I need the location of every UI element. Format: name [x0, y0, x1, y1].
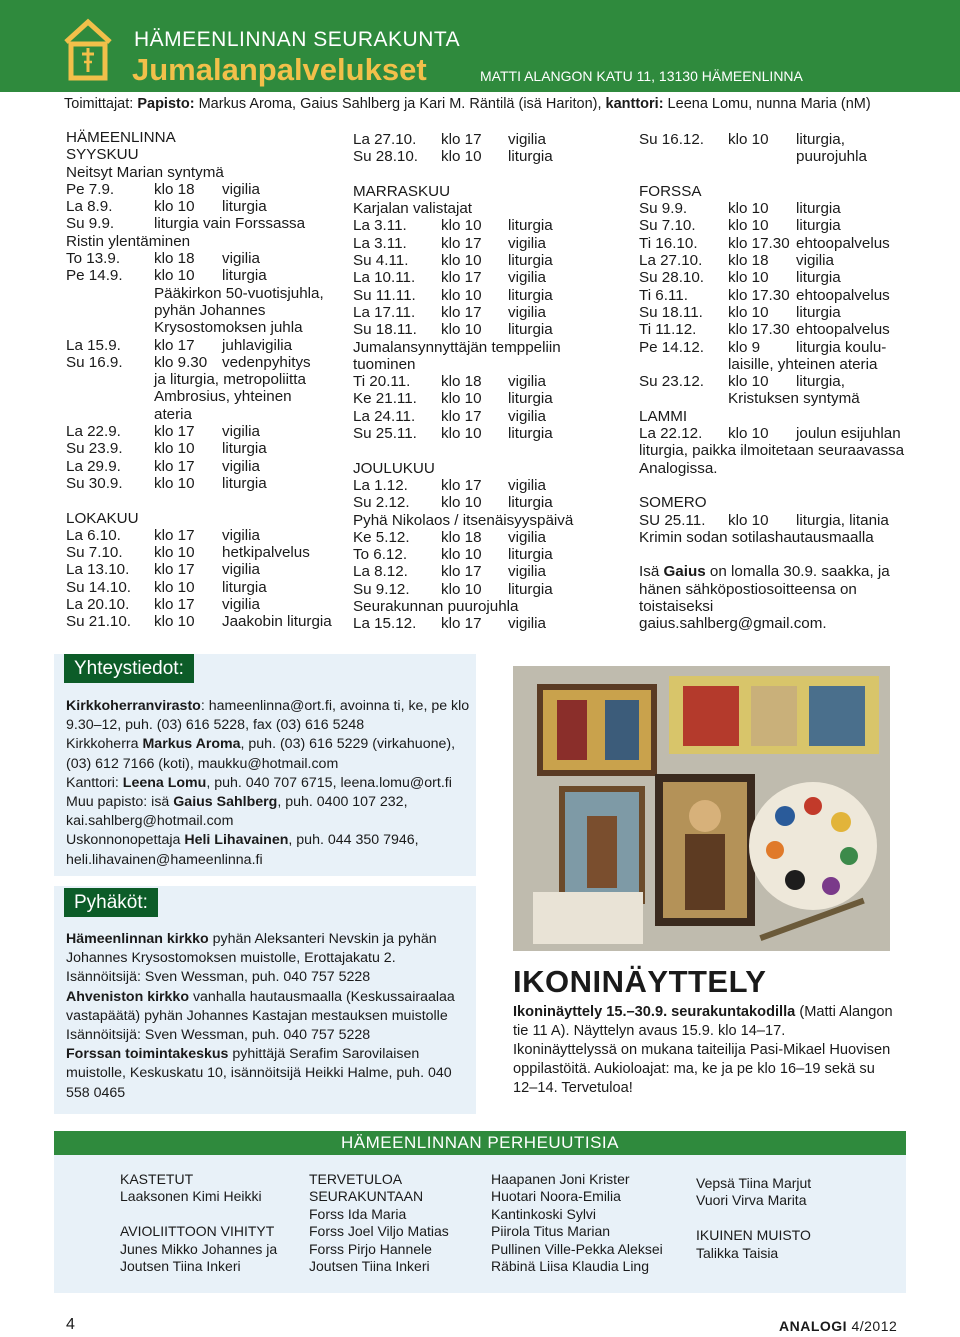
service-row: La 15.12. klo 17 vigilia: [353, 615, 546, 633]
churches-box: [54, 886, 476, 1114]
service-row: La 17.11. klo 17 vigilia: [353, 303, 546, 321]
churches-text: Hämeenlinnan kirkko pyhän Aleksanteri Nevskin ja pyhän Johannes Krysostomoksen muistolle, Erottajakatu 2. Isännöitsijä: Sven Wessman, puh. 040 757 5228 Ahveniston kirkko vanhalla hautausmaalla (Keskussairaalaa vastapäätä) pyhän Johannes Kastajan mestauksen muistolle Isännöitsijä: Sven Wessman, puh. 040 757 5228 Forssan toimintakeskus pyhittäjä Serafim Sarovilaisen muistolle, Keskuskatu 10, isännöitsijä Heikki Halme, puh. 040 558 0465: [66, 931, 455, 1101]
family-news-box: [54, 1155, 906, 1293]
month-heading: LOKAKUU: [66, 509, 139, 527]
page-number: 4: [66, 1316, 75, 1333]
service-row: Su 2.12. klo 10 liturgia: [353, 494, 553, 512]
service-row: SU 25.11. klo 10 liturgia, litania: [639, 511, 889, 529]
news-column: Haapanen Joni Krister Huotari Noora-Emilia Kantinkoski Sylvi Piirola Titus Marian Pullinen Ville-Pekka Aleksei Räbinä Liisa Klaudia Ling: [491, 1171, 663, 1275]
service-row: Su 7.10. klo 10 hetkipalvelus: [66, 544, 310, 562]
family-news-header: [54, 1131, 906, 1155]
service-note: liturgia, paikka ilmoitetaan seuraavassa Analogissa.: [639, 442, 905, 477]
service-note: Pääkirkon 50-vuotisjuhla, pyhän Johannes Krysostomoksen juhla: [154, 284, 324, 337]
news-column: TERVETULOA SEURAKUNTAAN Forss Ida Maria Forss Joel Viljo Matias Forss Pirjo Hannele Joutsen Tiina Inkeri: [309, 1171, 449, 1275]
service-row: Pe 14.9. klo 10 liturgia: [66, 267, 267, 285]
vacation-note: Isä Gaius on lomalla 30.9. saakka, ja hänen sähköpostiosoitteensa on toistaiseksi gaius.sahlberg@gmail.com.: [639, 563, 890, 633]
service-row: La 20.10. klo 17 vigilia: [66, 596, 260, 614]
service-row: La 13.10. klo 17 vigilia: [66, 561, 260, 579]
service-row: Su 21.10. klo 10 Jaakobin liturgia: [66, 613, 332, 631]
service-note: ja liturgia, metropoliitta Ambrosius, yhteinen ateria: [154, 371, 306, 423]
contact-box: [54, 654, 476, 876]
feast-title: Neitsyt Marian syntymä: [66, 163, 224, 181]
service-row: Su 25.11. klo 10 liturgia: [353, 425, 553, 443]
news-column: KASTETUT Laaksonen Kimi Heikki AVIOLIITTOON VIHITYT Junes Mikko Johannes ja Joutsen Tiina Inkeri: [120, 1171, 278, 1275]
service-row: Su 18.11. klo 10 liturgia: [639, 303, 841, 321]
service-row: Su 23.9. klo 10 liturgia: [66, 440, 267, 458]
service-row: Su 16.12. klo 10 liturgia,: [639, 131, 845, 148]
feast-title: Jumalansynnyttäjän temppeliin tuominen: [353, 338, 561, 373]
service-row: Su 9.9. klo 10 liturgia: [639, 200, 841, 218]
service-row: La 27.10. klo 18 vigilia: [639, 252, 834, 270]
service-row: Su 18.11. klo 10 liturgia: [353, 321, 553, 339]
service-row: La 15.9. klo 17 juhlavigilia: [66, 336, 293, 354]
service-row: La 10.11. klo 17 vigilia: [353, 269, 546, 287]
service-row: Pe 14.12. klo 9 liturgia koulu-: [639, 338, 887, 356]
schedule-column-hameenlinna: [66, 129, 336, 631]
feast-title: Ristin ylentäminen: [66, 232, 191, 250]
month-heading: SYYSKUU: [66, 146, 139, 164]
service-row: La 22.12. klo 10 joulun esijuhlan: [639, 425, 901, 443]
service-row: To 13.9. klo 18 vigilia: [66, 250, 260, 268]
magazine-issue: ANALOGI 4/2012: [779, 1318, 898, 1334]
section-heading: FORSSA: [639, 182, 702, 200]
section-heading: HÄMEENLINNA: [66, 129, 176, 146]
service-row: La 22.9. klo 17 vigilia: [66, 423, 260, 441]
service-row: Ti 16.10. klo 17.30 ehtoopalvelus: [639, 234, 890, 252]
service-row: La 8.9. klo 10 liturgia: [66, 198, 267, 216]
service-row: La 8.12. klo 17 vigilia: [353, 563, 546, 581]
service-row: La 3.11. klo 17 vigilia: [353, 234, 546, 252]
service-row: Su 9.9. liturgia vain Forssassa: [66, 215, 306, 233]
church-logo-icon: [62, 18, 114, 82]
service-row: Su 16.9. klo 9.30 vedenpyhitys: [66, 353, 311, 371]
service-row: Ti 20.11. klo 18 vigilia: [353, 373, 546, 391]
service-row: Su 28.10. klo 10 liturgia: [639, 269, 841, 287]
service-row: Ti 6.11. klo 17.30 ehtoopalvelus: [639, 286, 890, 304]
family-news-title: HÄMEENLINNAN PERHEUUTISIA: [341, 1133, 619, 1152]
service-row: Su 28.10. klo 10 liturgia: [353, 148, 553, 166]
service-row: Ke 21.11. klo 10 liturgia: [353, 390, 553, 408]
service-row: La 27.10. klo 17 vigilia: [353, 131, 546, 148]
service-row: Su 14.10. klo 10 liturgia: [66, 578, 267, 596]
service-row: La 3.11. klo 10 liturgia: [353, 217, 553, 235]
exhibition-text: Ikoninäyttely 15.–30.9. seurakuntakodilla (Matti Alangon tie 11 A). Näyttelyn avaus 15.9. klo 14–17. Ikoninäyttelyssä on mukana taiteilija Pasi-Mikael Huovisen oppilastöitä. Aukioloajat: ma, ke ja pe klo 16–19 sekä su 12–14. Tervetuloa!: [513, 1004, 893, 1097]
service-row: Su 30.9. klo 10 liturgia: [66, 474, 267, 492]
editors-line: Toimittajat: Papisto: Markus Aroma, Gaius Sahlberg ja Kari M. Räntilä (isä Hariton), kanttori: Leena Lomu, nunna Maria (nM): [64, 96, 871, 112]
service-row: Su 9.12. klo 10 liturgia: [353, 580, 553, 598]
feast-title: Seurakunnan puurojuhla: [353, 598, 519, 616]
page-title: Jumalanpalvelukset: [132, 52, 427, 87]
news-column: Vepsä Tiina Marjut Vuori Virva Marita IKUINEN MUISTO Talikka Taisia: [696, 1175, 812, 1261]
address: MATTI ALANGON KATU 11, 13130 HÄMEENLINNA: [480, 68, 803, 84]
service-row: La 24.11. klo 17 vigilia: [353, 407, 546, 425]
exhibition-title: IKONINÄYTTELY: [513, 964, 767, 999]
service-row: Su 11.11. klo 10 liturgia: [353, 286, 553, 304]
service-row: La 6.10. klo 17 vigilia: [66, 526, 260, 544]
service-row: La 1.12. klo 17 vigilia: [353, 476, 546, 494]
feast-title: Karjalan valistajat: [353, 200, 473, 218]
contact-title: Yhteystiedot:: [64, 654, 194, 683]
service-row: To 6.12. klo 10 liturgia: [353, 546, 553, 564]
service-note: Krimin sodan sotilashautausmaalla: [639, 528, 874, 546]
service-row: La 29.9. klo 17 vigilia: [66, 457, 260, 475]
service-row: Su 23.12. klo 10 liturgia,: [639, 373, 845, 391]
month-heading: JOULUKUU: [353, 459, 435, 477]
org-name: HÄMEENLINNAN SEURAKUNTA: [134, 28, 461, 51]
icon-exhibition-photo: [513, 666, 890, 951]
service-note: Kristuksen syntymä: [728, 390, 860, 408]
churches-title: Pyhäköt:: [64, 888, 158, 917]
schedule-column-other-parishes: [639, 131, 919, 633]
service-row: Ti 11.12. klo 17.30 ehtoopalvelus: [639, 321, 890, 339]
service-row: Ke 5.12. klo 18 vigilia: [353, 528, 546, 546]
section-heading: SOMERO: [639, 494, 707, 512]
service-note: laisille, yhteinen ateria: [728, 355, 878, 373]
section-heading: LAMMI: [639, 407, 688, 425]
schedule-column-autumn-winter: [353, 131, 623, 633]
service-row: Su 7.10. klo 10 liturgia: [639, 217, 841, 235]
service-row: Su 4.11. klo 10 liturgia: [353, 252, 553, 270]
service-note: puurojuhla: [796, 148, 867, 166]
month-heading: MARRASKUU: [353, 182, 451, 200]
contact-text: Kirkkoherranvirasto: hameenlinna@ort.fi, avoinna ti, ke, pe klo 9.30–12, puh. (03) 616 5228, fax (03) 616 5248 Kirkkoherra Markus Aroma, puh. (03) 616 5229 (virkahuone), (03) 612 7166 (koti), maukku@hotmail.com Kanttori: Leena Lomu, puh. 040 707 6715, leena.lomu@ort.fi Muu papisto: isä Gaius Sahlberg, puh. 0400 107 232, kai.sahlberg@hotmail.com Uskonnonopettaja Heli Lihavainen, puh. 044 350 7946, heli.lihavainen@hameenlinna.fi: [66, 698, 470, 868]
feast-title: Pyhä Nikolaos / itsenäisyyspäivä: [353, 511, 574, 529]
service-row: Pe 7.9. klo 18 vigilia: [66, 180, 260, 198]
